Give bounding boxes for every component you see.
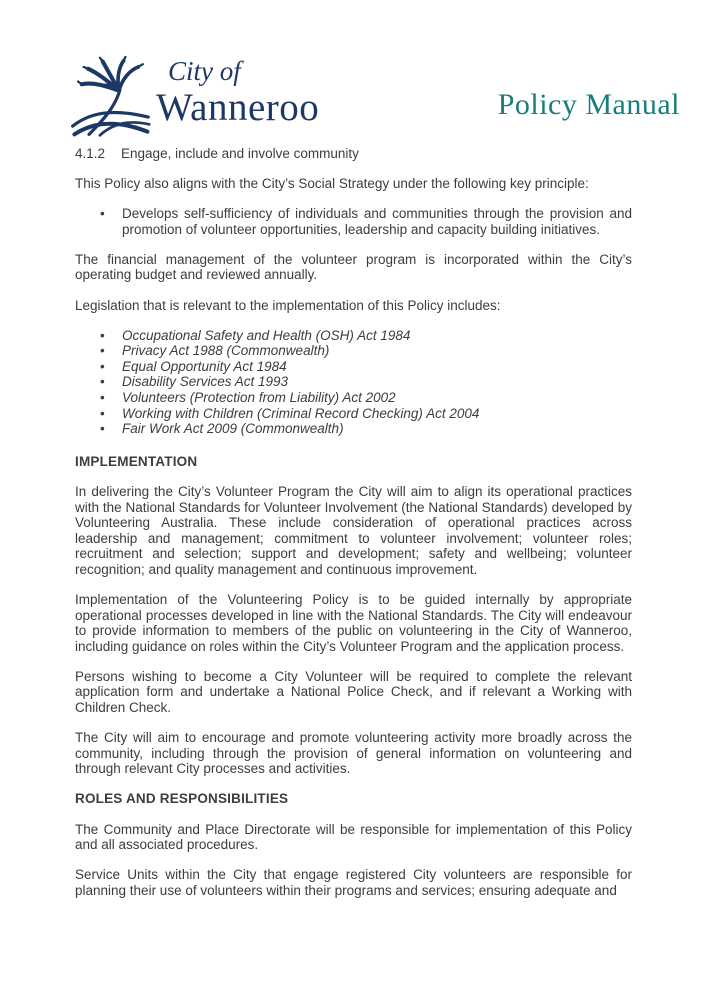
legislation-list bbox=[75, 328, 632, 437]
kangaroo-paw-logo-icon bbox=[68, 56, 152, 138]
paragraph-implementation-1: In delivering the City’s Volunteer Program the City will aim to align its operational practices with the National Standards for Volunteer Involvement (the National Standards) developed by Volunteering Australia. These include consideration of operational practices across leadership and management; commitment to volunteer involvement; volunteer roles; recruitment and selection; support and development; safety and wellbeing; volunteer recognition; and quality management and continuous improvement. bbox=[75, 483, 632, 577]
heading-implementation: IMPLEMENTATION bbox=[75, 453, 198, 469]
list-item-text: Privacy Act 1988 (Commonwealth) bbox=[122, 343, 330, 359]
paragraph-roles-1: The Community and Place Directorate will be responsible for implementation of this Policy and all associated procedures. bbox=[75, 821, 632, 853]
section-title: Engage, include and involve community bbox=[121, 146, 359, 161]
heading-roles-and-responsibilities: ROLES AND RESPONSIBILITIES bbox=[75, 791, 289, 807]
list-item-text: Occupational Safety and Health (OSH) Act 1984 bbox=[122, 327, 411, 343]
document-title: Policy Manual bbox=[497, 88, 680, 121]
list-item bbox=[75, 421, 632, 437]
section-number: 4.1.2 bbox=[75, 146, 106, 161]
list-item bbox=[75, 359, 632, 375]
logo-wordmark bbox=[156, 56, 319, 127]
bullet-icon: • bbox=[100, 405, 105, 421]
list-item bbox=[75, 390, 632, 406]
bullet-icon: • bbox=[100, 358, 105, 374]
logo-text-city-of: City of bbox=[168, 56, 241, 86]
list-item bbox=[75, 406, 632, 422]
list-item-text: Develops self-sufficiency of individuals and communities through the provision and promotion of volunteer opportunities, leadership and capacity building initiatives. bbox=[122, 206, 632, 237]
bullet-icon: • bbox=[100, 390, 105, 406]
bullet-icon: • bbox=[100, 421, 105, 437]
bullet-icon: • bbox=[100, 374, 105, 390]
bullet-icon: • bbox=[100, 327, 105, 343]
paragraph-implementation-4: The City will aim to encourage and promote volunteering activity more broadly across the community, including through the provision of general information on volunteering and through relevant City processes and activities. bbox=[75, 730, 632, 777]
bullet-icon: • bbox=[100, 343, 105, 359]
list-item bbox=[75, 343, 632, 359]
paragraph-legislation-intro: Legislation that is relevant to the implementation of this Policy includes: bbox=[75, 297, 501, 313]
list-item-text: Fair Work Act 2009 (Commonwealth) bbox=[122, 421, 344, 437]
list-item-text: Working with Children (Criminal Record Checking) Act 2004 bbox=[122, 405, 480, 421]
list-item bbox=[75, 374, 632, 390]
page-header bbox=[68, 56, 680, 141]
section-heading-line bbox=[75, 146, 632, 162]
list-item-text: Equal Opportunity Act 1984 bbox=[122, 358, 287, 374]
list-item bbox=[75, 206, 632, 237]
paragraph-implementation-2: Implementation of the Volunteering Policy is to be guided internally by appropriate operational processes developed in line with the National Standards. The City will endeavour to provide information to members of the public on volunteering in the City of Wanneroo, including guidance on roles within the City’s Volunteer Program and the application process. bbox=[75, 591, 632, 654]
paragraph-financial-management: The financial management of the volunteer program is incorporated within the City’s operating budget and reviewed annually. bbox=[75, 251, 632, 283]
key-principle-list bbox=[75, 206, 632, 237]
logo-text-wanneroo: Wanneroo bbox=[156, 86, 320, 129]
paragraph-implementation-3: Persons wishing to become a City Volunteer will be required to complete the relevant application form and undertake a National Police Check, and if relevant a Working with Children Check. bbox=[75, 668, 632, 716]
list-item-text: Disability Services Act 1993 bbox=[122, 374, 289, 390]
paragraph-roles-2: Service Units within the City that engage registered City volunteers are responsible for planning their use of volunteers within their programs and services; ensuring adequate and bbox=[75, 867, 632, 898]
bullet-icon: • bbox=[100, 206, 105, 222]
document-body bbox=[75, 146, 632, 913]
list-item-text: Volunteers (Protection from Liability) Act 2002 bbox=[122, 390, 396, 406]
list-item bbox=[75, 328, 632, 344]
paragraph-social-strategy: This Policy also aligns with the City’s Social Strategy under the following key principle: bbox=[75, 176, 589, 192]
